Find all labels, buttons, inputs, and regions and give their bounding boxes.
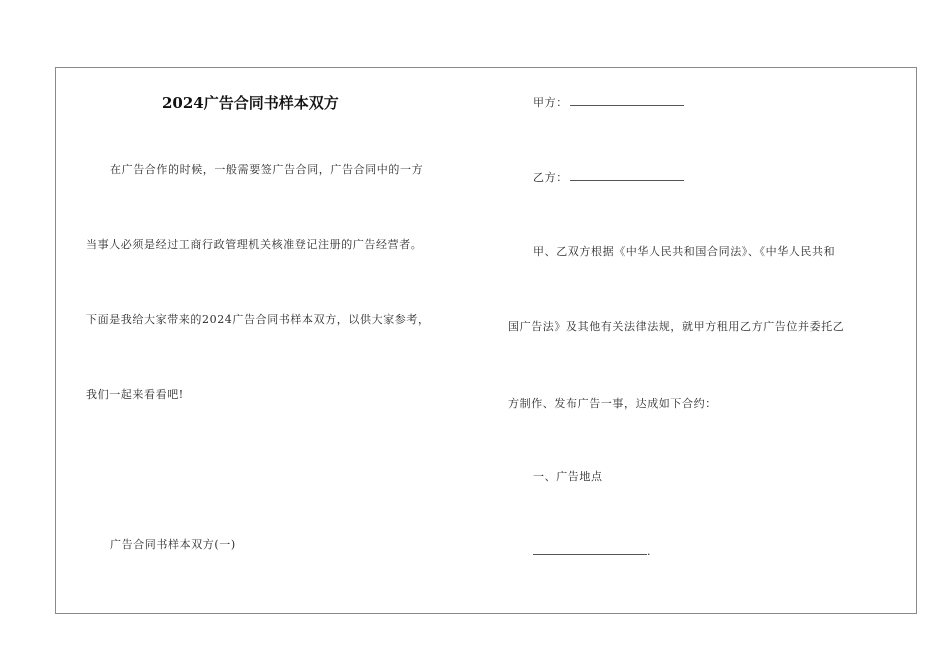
paragraph-1-line-2: 当事人必须是经过工商行政管理机关核准登记注册的广告经营者。	[86, 238, 423, 251]
item-1-heading: 一、广告地点	[533, 470, 603, 483]
paragraph-2-line-2: 我们一起来看看吧!	[86, 388, 184, 401]
document-page	[55, 67, 917, 614]
party-a-label: 甲方：	[533, 96, 568, 109]
item-1-blank	[533, 543, 647, 555]
item-1-blank-suffix: .	[647, 545, 652, 558]
party-b-row	[533, 169, 684, 185]
clause-line-2: 国广告法》及其他有关法律法规，就甲方租用乙方广告位并委托乙	[508, 320, 845, 333]
document-title: 2024广告合同书样本双方	[162, 94, 339, 112]
party-b-blank	[570, 169, 684, 181]
party-b-label: 乙方：	[533, 171, 568, 184]
section-heading: 广告合同书样本双方(一)	[110, 538, 236, 551]
clause-line-1: 甲、乙双方根据《中华人民共和国合同法》、《中华人民共和	[533, 245, 836, 258]
paragraph-1-line-1: 在广告合作的时候，一般需要签广告合同，广告合同中的一方	[110, 163, 424, 176]
clause-line-3: 方制作、发布广告一事，达成如下合约：	[508, 397, 717, 410]
party-a-blank	[570, 94, 684, 106]
paragraph-2-line-1: 下面是我给大家带来的2024广告合同书样本双方，以供大家参考，	[86, 313, 430, 326]
party-a-row	[533, 94, 684, 110]
item-1-blank-row	[531, 543, 651, 558]
